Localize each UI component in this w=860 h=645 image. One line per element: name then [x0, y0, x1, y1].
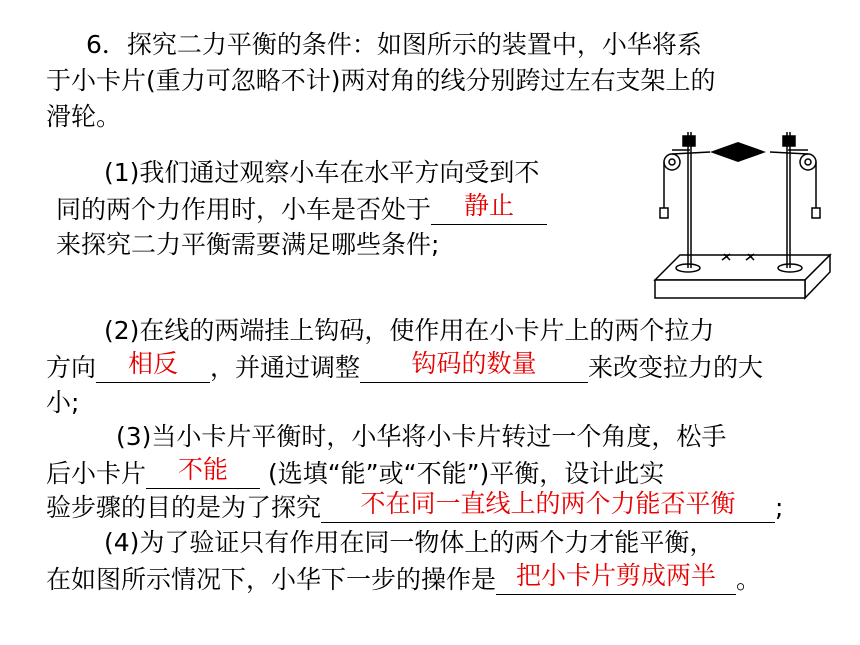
- answer-blank-2: [96, 349, 210, 383]
- answer-blank-6: [496, 561, 736, 595]
- answer-blank-3: [360, 349, 588, 383]
- part2-post: 来改变拉力的大: [588, 353, 764, 382]
- part2-line-3: 小;: [46, 388, 80, 417]
- answer-6: 把小卡片剪成两半: [516, 561, 717, 590]
- part3-post: (选填“能”或“不能”)平衡，设计此实: [267, 459, 665, 488]
- part2-mid: ，并通过调整: [210, 353, 361, 382]
- question-line-1: 6．探究二力平衡的条件：如图所示的装置中，小华将系: [86, 30, 702, 59]
- part3-pre: 后小卡片: [46, 459, 147, 488]
- answer-2: 相反: [128, 349, 179, 378]
- answer-1: 静止: [464, 191, 515, 220]
- part4-pre: 在如图所示情况下，小华下一步的操作是: [46, 565, 497, 594]
- part3-line-3-post: ;: [775, 493, 784, 522]
- part1-line-2-text: 同的两个力作用时，小车是否处于: [56, 195, 432, 224]
- question-line-2: 于小卡片(重力可忽略不计)两对角的线分别跨过左右支架上的: [46, 66, 716, 95]
- part4-line-1: (4)为了验证只有作用在同一物体上的两个力才能平衡，: [104, 528, 715, 557]
- answer-4: 不能: [178, 455, 229, 484]
- part2-line-2: [46, 349, 764, 383]
- answer-blank-1: [431, 191, 547, 225]
- answer-5: 不在同一直线上的两个力能否平衡: [360, 489, 736, 518]
- part2-pre: 方向: [46, 353, 97, 382]
- part1-line-3: 来探究二力平衡需要满足哪些条件;: [56, 230, 440, 259]
- question-line-3: 滑轮。: [46, 102, 122, 131]
- answer-blank-5: [321, 489, 775, 523]
- answer-blank-4: [146, 455, 260, 489]
- part3-line-2: [46, 455, 665, 489]
- part4-line-2: [46, 561, 762, 595]
- part4-post: 。: [736, 565, 762, 594]
- apparatus-figure: [650, 130, 835, 305]
- part1-line-2: [56, 191, 547, 225]
- answer-3: 钩码的数量: [411, 349, 537, 378]
- part2-line-1: (2)在线的两端挂上钩码，使作用在小卡片上的两个拉力: [104, 316, 715, 345]
- part3-line-3-pre: 验步骤的目的是为了探究: [46, 493, 322, 522]
- part1-line-1: (1)我们通过观察小车在水平方向受到不: [104, 158, 540, 187]
- part3-line-1: (3)当小卡片平衡时，小华将小卡片转过一个角度，松手: [116, 422, 727, 451]
- part3-line-3: [46, 489, 784, 523]
